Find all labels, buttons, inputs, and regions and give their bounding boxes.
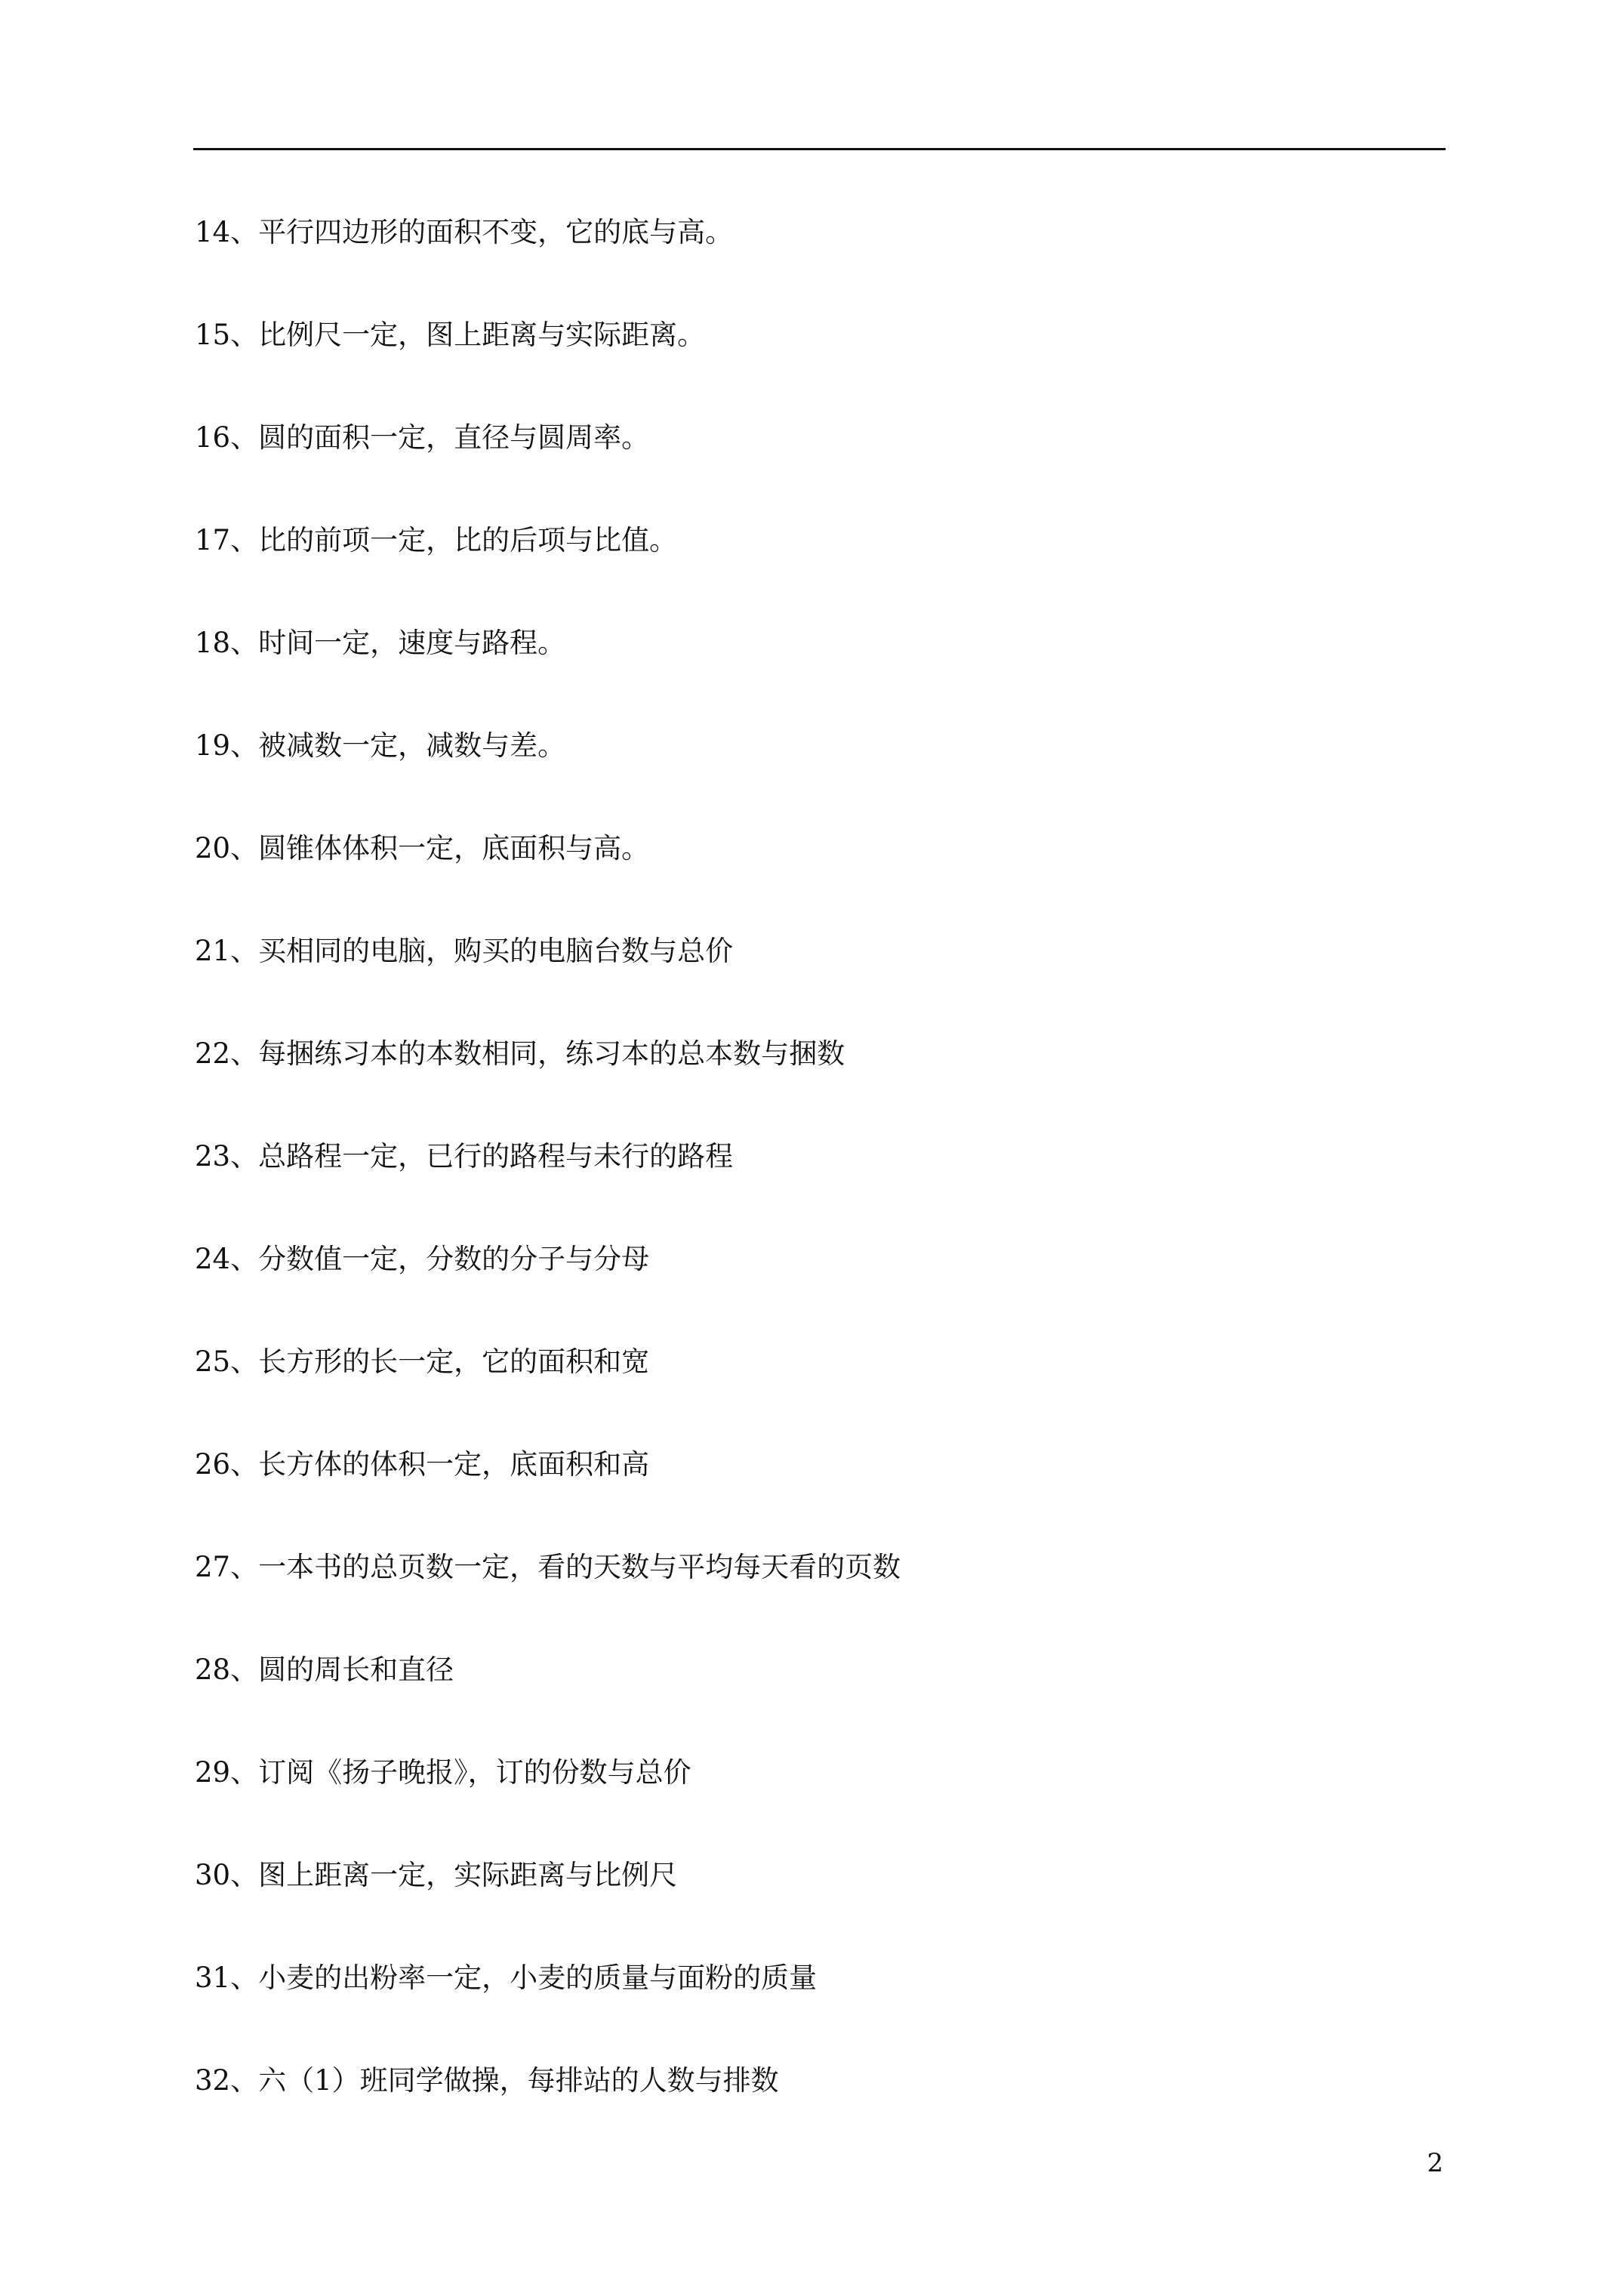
- question-item: 30、图上距离一定，实际距离与比例尺: [195, 1859, 678, 1891]
- question-list: [195, 202, 901, 2153]
- question-item: 16、圆的面积一定，直径与圆周率。: [195, 421, 650, 454]
- question-item: 26、长方体的体积一定，底面积和高: [195, 1448, 650, 1481]
- question-item: 20、圆锥体体积一定，底面积与高。: [195, 832, 650, 864]
- question-item: 18、时间一定，速度与路程。: [195, 627, 566, 659]
- question-item: 19、被减数一定，减数与差。: [195, 729, 566, 762]
- question-item: 27、一本书的总页数一定，看的天数与平均每天看的页数: [195, 1551, 901, 1583]
- question-item: 32、六（1）班同学做操，每排站的人数与排数: [195, 2064, 779, 2097]
- header-rule: [193, 148, 1446, 150]
- question-item: 15、比例尺一定，图上距离与实际距离。: [195, 319, 706, 351]
- question-item: 14、平行四边形的面积不变，它的底与高。: [195, 216, 734, 248]
- question-item: 22、每捆练习本的本数相同，练习本的总本数与捆数: [195, 1037, 845, 1070]
- question-item: 25、长方形的长一定，它的面积和宽: [195, 1345, 650, 1378]
- question-item: 24、分数值一定，分数的分子与分母: [195, 1243, 650, 1275]
- question-item: 23、总路程一定，已行的路程与未行的路程: [195, 1140, 734, 1173]
- question-item: 29、订阅《扬子晚报》，订的份数与总价: [195, 1756, 691, 1789]
- question-item: 28、圆的周长和直径: [195, 1653, 454, 1686]
- question-item: 17、比的前项一定，比的后项与比值。: [195, 524, 678, 556]
- page-number: 2: [1427, 2148, 1443, 2178]
- question-item: 31、小麦的出粉率一定，小麦的质量与面粉的质量: [195, 1962, 818, 1994]
- question-item: 21、买相同的电脑，购买的电脑台数与总价: [195, 935, 734, 967]
